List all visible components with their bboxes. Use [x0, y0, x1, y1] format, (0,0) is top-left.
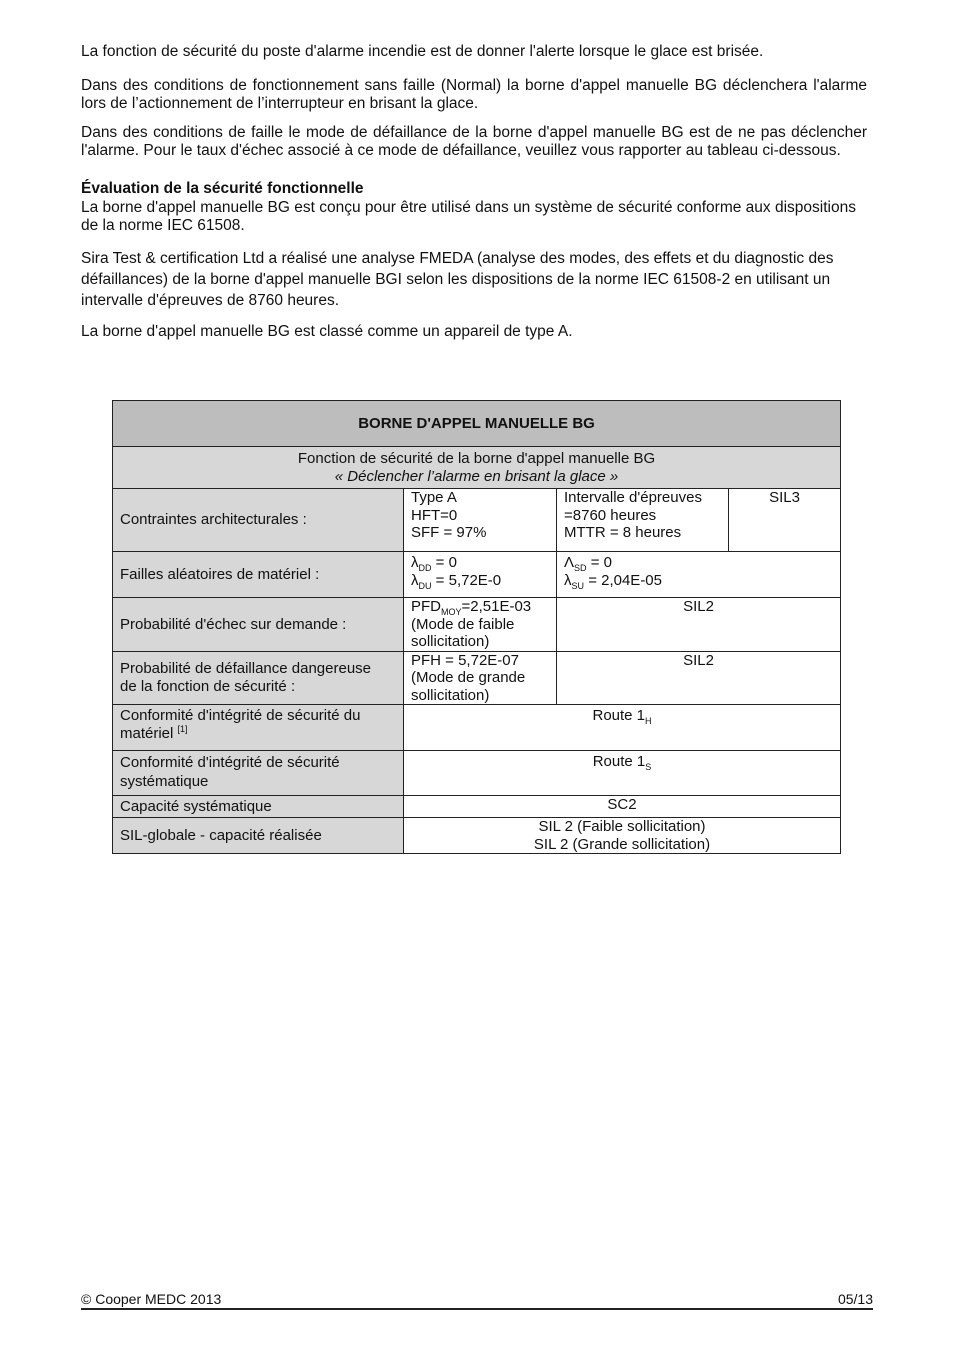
device-type-paragraph: La borne d'appel manuelle BG est classé comme un appareil de type A. — [81, 323, 573, 340]
subscript: S — [645, 762, 652, 772]
label-line: Conformité d'intégrité de sécurité — [120, 754, 340, 771]
sil-high-demand: SIL 2 (Grande sollicitation) — [533, 835, 711, 853]
subscript: MOY — [441, 607, 462, 617]
pfd-symbol: PFD — [411, 598, 441, 615]
arch-type-cell — [404, 489, 557, 552]
type-value: Type A — [411, 489, 457, 506]
label-line: Probabilité de défaillance dangereuse — [120, 660, 372, 678]
safety-function-line: Fonction de sécurité de la borne d'appel manuelle BG — [297, 450, 656, 467]
pfd-value: =2,51E-03 — [461, 598, 532, 615]
normal-conditions-paragraph: Dans des conditions de fonctionnement sans faille (Normal) la borne d'appel manuelle BG déclenchera l'alarme lors de l’actionnement de l’interrupteur en brisant la glace. — [81, 77, 867, 112]
row-label: SIL-globale - capacité réalisée — [113, 818, 404, 854]
route-value: Route 1 — [592, 707, 646, 724]
lambda-d-cell — [404, 552, 557, 598]
pfh-value-cell — [404, 651, 557, 705]
footnote-ref: [1] — [177, 723, 188, 734]
label-line: Conformité d'intégrité de sécurité du — [120, 707, 361, 724]
footer-divider — [81, 1308, 873, 1310]
route-value: Route 1 — [592, 753, 646, 770]
row-label: Probabilité d'échec sur demande : — [113, 598, 404, 652]
label-line: systématique — [120, 773, 209, 790]
lambda-sd-value: = 0 — [590, 554, 612, 571]
subscript: SU — [571, 580, 585, 591]
row-label: Capacité systématique — [113, 796, 404, 818]
interval-label: Intervalle d'épreuves — [564, 489, 702, 506]
lambda-su-value: = 2,04E-05 — [588, 571, 662, 589]
table-row — [113, 552, 841, 598]
pfd-value-cell — [404, 598, 557, 652]
mttr-value: MTTR = 8 heures — [564, 524, 682, 541]
safety-table — [112, 400, 841, 854]
fmeda-paragraph: Sira Test & certification Ltd a réalisé une analyse FMEDA (analyse des modes, des effets et du diagnostic des défaillances) de la borne d'appel manuelle BGI selon les dispositions de la norme IEC 61508-2 en utilisant un intervalle d'épreuves de 8760 heures. — [81, 250, 834, 309]
lambda-symbol: λ — [411, 554, 419, 571]
subscript: H — [645, 716, 652, 726]
iec-compliance-paragraph: La borne d'appel manuelle BG est conçu pour être utilisé dans un système de sécurité conforme aux dispositions de la norme IEC 61508. — [81, 199, 856, 234]
subscript: DU — [418, 580, 432, 591]
section-heading: Évaluation de la sécurité fonctionnelle — [81, 180, 364, 197]
arch-interval-cell — [557, 489, 729, 552]
sil-low-demand: SIL 2 (Faible sollicitation) — [538, 818, 706, 835]
pfh-mode-cont: sollicitation) — [411, 686, 490, 704]
lambda-dd-value: = 0 — [435, 554, 457, 571]
row-label: Contraintes architecturales : — [113, 489, 404, 552]
label-line: matériel — [120, 724, 174, 742]
intro-paragraph: La fonction de sécurité du poste d'alarme incendie est de donner l'alerte lorsque le glace est brisée. — [81, 43, 764, 60]
row-label: Failles aléatoires de matériel : — [113, 552, 404, 598]
row-label — [113, 705, 404, 751]
hft-value: HFT=0 — [411, 506, 458, 524]
table-row — [113, 651, 841, 705]
lambda-du-value: = 5,72E-0 — [435, 571, 502, 589]
label-line: de la fonction de sécurité : — [120, 677, 296, 695]
safety-function-cell — [113, 447, 841, 489]
table-row — [113, 751, 841, 796]
lambda-symbol: λ — [411, 571, 419, 589]
pfh-sil-cell: SIL2 — [557, 651, 841, 705]
table-row — [113, 705, 841, 751]
interval-value: =8760 heures — [564, 506, 657, 524]
subscript: DD — [418, 563, 432, 573]
capability-cell: SC2 — [404, 796, 841, 818]
pfh-mode: (Mode de grande — [411, 669, 526, 686]
table-row — [113, 818, 841, 854]
sff-value: SFF = 97% — [411, 524, 487, 541]
arch-sil-cell: SIL3 — [729, 489, 841, 552]
pfd-mode-cont: sollicitation) — [411, 633, 490, 650]
lambda-s-cell — [557, 552, 841, 598]
safety-function-quote: « Déclencher l’alarme en brisant la glace » — [334, 467, 619, 485]
subscript: SD — [574, 563, 587, 573]
table-row — [113, 489, 841, 552]
row-label — [113, 751, 404, 796]
table-row — [113, 598, 841, 652]
failure-conditions-paragraph: Dans des conditions de faille le mode de défaillance de la borne d'appel manuelle BG est de ne pas déclencher l'alarme. Pour le taux d'échec associé à ce mode de défaillance, veuillez vous rapporter au tableau ci-dessous. — [81, 124, 867, 159]
lambda-symbol: λ — [564, 571, 572, 589]
pfd-mode: (Mode de faible — [411, 615, 515, 633]
table-title: BORNE D'APPEL MANUELLE BG — [113, 401, 841, 447]
global-sil-cell — [404, 818, 841, 854]
sys-route-cell — [404, 751, 841, 796]
hw-route-cell — [404, 705, 841, 751]
lambda-symbol: Λ — [564, 554, 575, 571]
footer-page-number: 05/13 — [837, 1291, 873, 1307]
row-label — [113, 651, 404, 705]
pfd-sil-cell: SIL2 — [557, 598, 841, 652]
footer-copyright: © Cooper MEDC 2013 — [81, 1291, 222, 1307]
table-row — [113, 796, 841, 818]
pfh-value: PFH = 5,72E-07 — [411, 651, 519, 669]
